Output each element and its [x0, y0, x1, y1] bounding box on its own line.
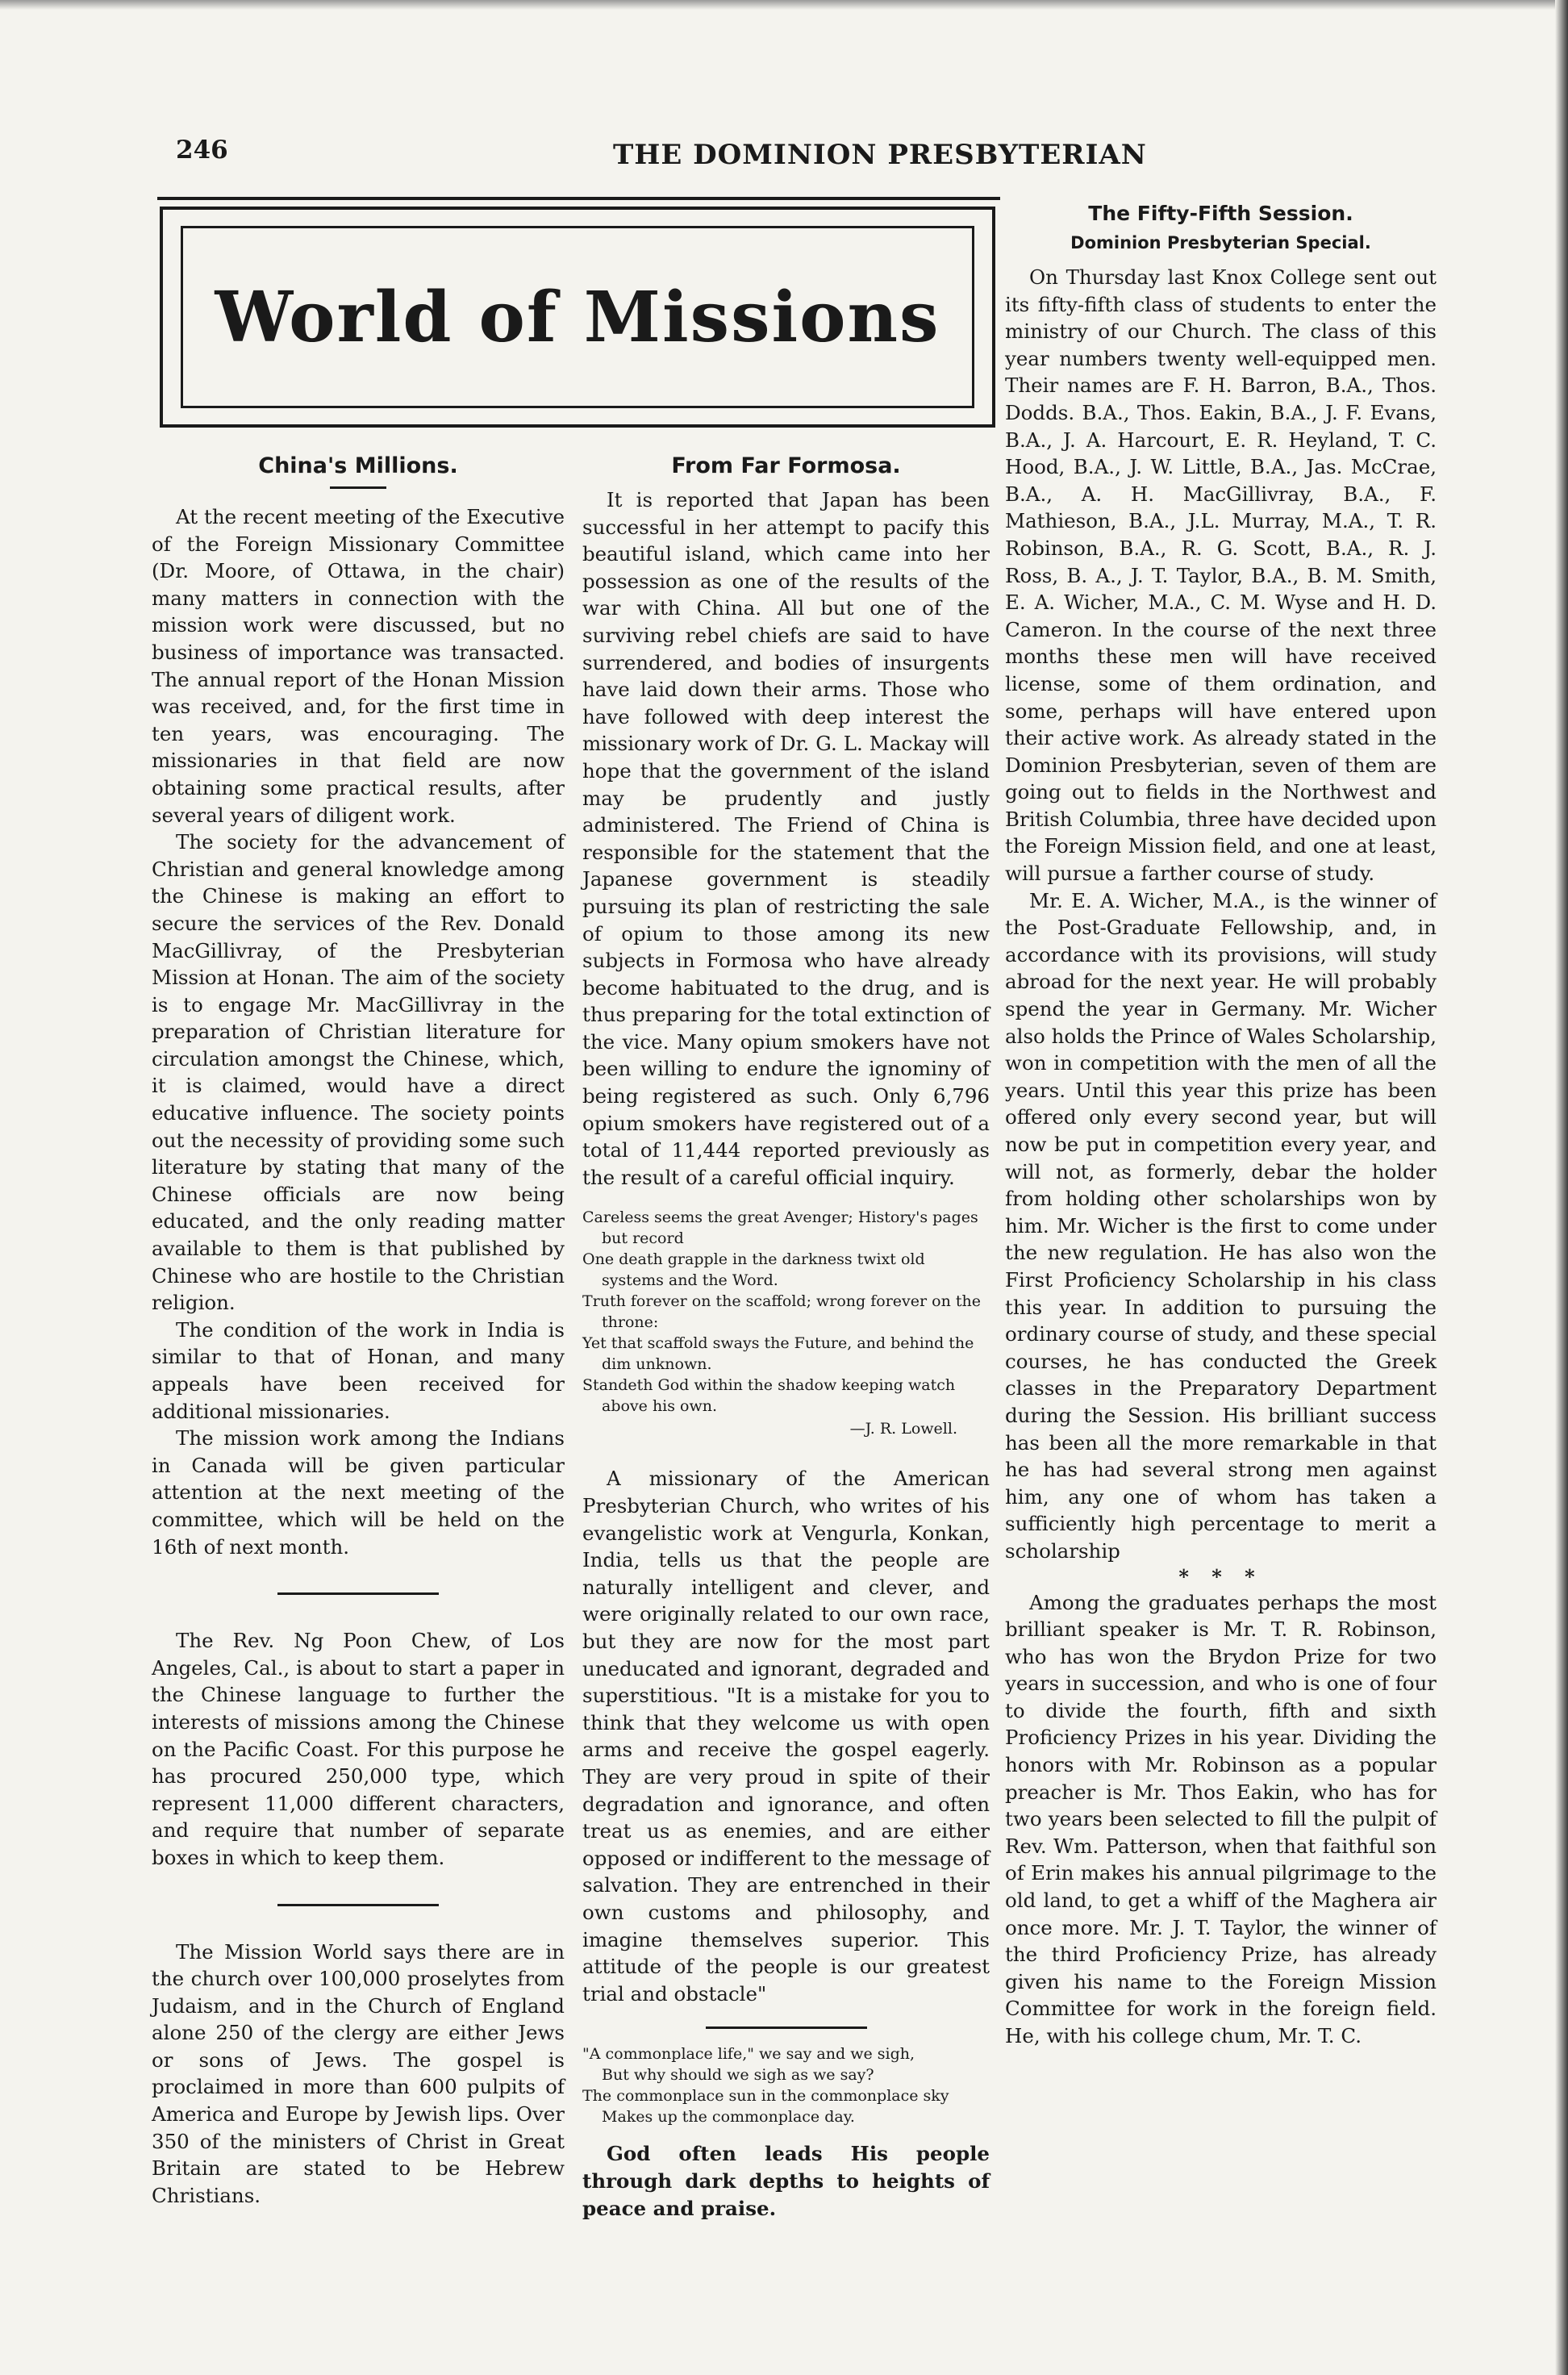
paragraph: Mr. E. A. Wicher, M.A., is the winner of the Post-Graduate Fellowship, and, in accordance with its provisions, will study abroad for the next year. He will probably spend the year in Germany. Mr. Wicher also holds the Prince of Wales Scholarship, won in competition with the men of all the years. Until this year this prize has been offered only every second year, but will now be put in competition every year, and will not, as formerly, debar the holder from holding other scholarships won by him. Mr. Wicher is the first to come under the new regulation. He has also won the First Proficiency Scholarship in his class this year. In addition to pursuing the ordinary course of study, and these special courses, he has conducted the Greek classes in the Preparatory Department during the Session. His brilliant success has been all the more remarkable in that he has had several strong men against him, any one of whom has taken a sufficiently high percentage to merit a scholarship [1005, 888, 1437, 1563]
poem-line: "A commonplace life," we say and we sigh, [582, 2045, 915, 2064]
poem-line: Yet that scaffold sways the Future, and behind the dim unknown. [582, 1334, 974, 1374]
masthead-inner-frame [181, 226, 974, 408]
separator-rule [277, 1592, 439, 1595]
separator-rule [706, 2026, 867, 2029]
header-rule [157, 197, 1000, 200]
scan-edge-right [1555, 0, 1568, 2375]
separator-rule [277, 1904, 439, 1906]
masthead-title: World of Missions [215, 276, 940, 358]
paragraph-god-leads: God often leads His people through dark depths to heights of peace and praise. [582, 2142, 990, 2220]
poem-line: But why should we sigh as we say? [602, 2066, 874, 2085]
paragraph: On Thursday last Knox College sent out its fifty-fifth class of students to enter the ministry of our Church. The class of this year numbers twenty well-equipped men. Their names are F. H. Barron, B.A., Thos. Dodds. B.A., Thos. Eakin, B.A., J. F. Evans, B.A., J. A. Harcourt, E. R. Heyland, T. C. Hood, B.A., J. W. Little, B.A., Jas. McCrae, B.A., A. H. MacGillivray, B.A., F. Mathieson, B.A., J.L. Murray, M.A., T. R. Robinson, B.A., R. G. Scott, B.A., R. J. Ross, B. A., J. T. Taylor, B.A., B. M. Smith, E. A. Wicher, M.A., C. M. Wyse and H. D. Cameron. In the course of the next three months these men will have received license, some of them ordination, and some, perhaps will have entered upon their active work. As already stated in the Dominion Presbyterian, seven of them are going out to fields in the Northwest and British Columbia, three have decided upon the Foreign Mission field, and one at least, will pursue a farther course of study. [1005, 265, 1437, 886]
page-number: 246 [176, 136, 228, 165]
poem-line: Truth forever on the scaffold; wrong forever on the throne: [582, 1292, 981, 1332]
poem-line: Standeth God within the shadow keeping watch above his own. [582, 1376, 956, 1416]
column-middle [582, 442, 990, 2220]
paragraph: Among the graduates perhaps the most brilliant speaker is Mr. T. R. Robinson, who has won the Brydon Prize for two years in succession, and who is one of four to divide the fourth, fifth and sixth Proficiency Prizes in his year. Dividing the honors with Mr. Robinson as a popular preacher is Mr. Thos Eakin, who has for two years been selected to fill the pulpit of Rev. Wm. Patterson, when that faithful son of Erin makes his annual pilgrimage to the old land, to get a whiff of the Maghera air once more. Mr. J. T. Taylor, the winner of the third Proficiency Prize, has already given his name to the Foreign Mission Committee for work in the foreign field. He, with his college chum, Mr. T. C. [1005, 1590, 1437, 2047]
poem-line: Careless seems the great Avenger; History's pages but record [582, 1208, 978, 1248]
paragraph: The society for the advancement of Christian and general knowledge among the Chinese is making an effort to secure the services of the Rev. Donald MacGillivray, of the Presbyterian Mission at Honan. The aim of the society is to engage Mr. MacGillivray in the preparation of Christian literature for circulation amongst the Chinese, which, it is claimed, would have a direct educative influence. The society points out the necessity of providing some such literature by stating that many of the Chinese officials are now being educated, and the only reading matter available to them is that published by Chinese who are hostile to the Christian religion. [152, 830, 565, 1315]
paragraph-mission-world: The Mission World says there are in the church over 100,000 proselytes from Judaism, and in the Church of England alone 250 of the clergy are either Jews or sons of Jews. The gospel is proclaimed in more than 600 pulpits of America and Europe by Jewish lips. Over 350 of the ministers of Christ in Great Britain are stated to be Hebrew Christians. [152, 1939, 565, 2207]
paragraph-ng-poon-chew: The Rev. Ng Poon Chew, of Los Angeles, Cal., is about to start a paper in the Chinese language to further the interests of missions among the Chinese on the Pacific Coast. For this purpose he has procured 250,000 type, which represent 11,000 different characters, and require that number of separate boxes in which to keep them. [152, 1629, 565, 1869]
poem-line: One death grapple in the darkness twixt old systems and the Word. [582, 1250, 925, 1290]
poem-attribution: —J. R. Lowell. [849, 1420, 957, 1438]
paragraph: The condition of the work in India is similar to that of Honan, and many appeals have been received for additional missionaries. [152, 1317, 565, 1423]
column-left [152, 442, 565, 2207]
poem-line: The commonplace sun in the commonplace sky [582, 2087, 949, 2106]
masthead-frame [160, 207, 995, 428]
article-title-china: China's Millions. [258, 453, 458, 478]
title-rule [330, 486, 386, 489]
paragraph: The mission work among the Indians in Canada will be given particular attention at the next meeting of the committee, which will be held on the 16th of next month. [152, 1426, 565, 1559]
poem-line: Makes up the commonplace day. [602, 2108, 855, 2127]
poem-lowell [582, 1207, 990, 1441]
scan-edge-top [0, 0, 1568, 10]
paragraph-vengurla: A missionary of the American Presbyterian Church, who writes of his evangelistic work at Vengurla, Konkan, India, tells us that the people are naturally intelligent and clever, and were originally related to our own race, but they are now for the most part uneducated and ignorant, degraded and superstitious. "It is a mistake for you to think that they welcome us with open arms and receive the gospel eagerly. They are very proud in spite of their degradation and ignorance, and often treat us as enemies, and are either opposed or indifferent to the message of salvation. They are entrenched in their own customs and philosophy, and imagine themselves superior. This attitude of the people is our greatest trial and obstacle" [582, 1467, 990, 2006]
running-head: THE DOMINION PRESBYTERIAN [613, 139, 1147, 171]
poem-commonplace [582, 2043, 990, 2127]
article-title-formosa: From Far Formosa. [671, 453, 901, 478]
column-right [1005, 192, 1437, 2177]
article-title-session: The Fifty-Fifth Session. [1088, 202, 1353, 225]
article-subtitle-session: Dominion Presbyterian Special. [1070, 233, 1371, 253]
paragraph: At the recent meeting of the Executive of the Foreign Missionary Committee (Dr. Moore, of Ottawa, in the chair) many matters in connection with the mission work were discussed, but no business of importance was transacted. The annual report of the Honan Mission was received, and, for the first time in ten years, was encouraging. The missionaries in that field are now obtaining some practical results, after several years of diligent work. [152, 505, 565, 827]
paragraph-formosa: It is reported that Japan has been successful in her attempt to pacify this beautiful island, which came into her possession as one of the results of the war with China. All but one of the surviving rebel chiefs are said to have surrendered, and bodies of insurgents have laid down their arms. Those who have followed with deep interest the missionary work of Dr. G. L. Mackay will hope that the government of the island may be prudently and justly administered. The Friend of China is responsible for the statement that the Japanese government is steadily pursuing its plan of restricting the sale of opium to those among its new subjects in Formosa who have already become habituated to the drug, and is thus preparing for the total extinction of the vice. Many opium smokers have not been willing to endure the ignominy of being registered as such. Only 6,796 opium smokers have registered out of a total of 11,444 reported previously as the result of a careful official inquiry. [582, 488, 990, 1189]
section-stars: * * * [1178, 1564, 1263, 1588]
